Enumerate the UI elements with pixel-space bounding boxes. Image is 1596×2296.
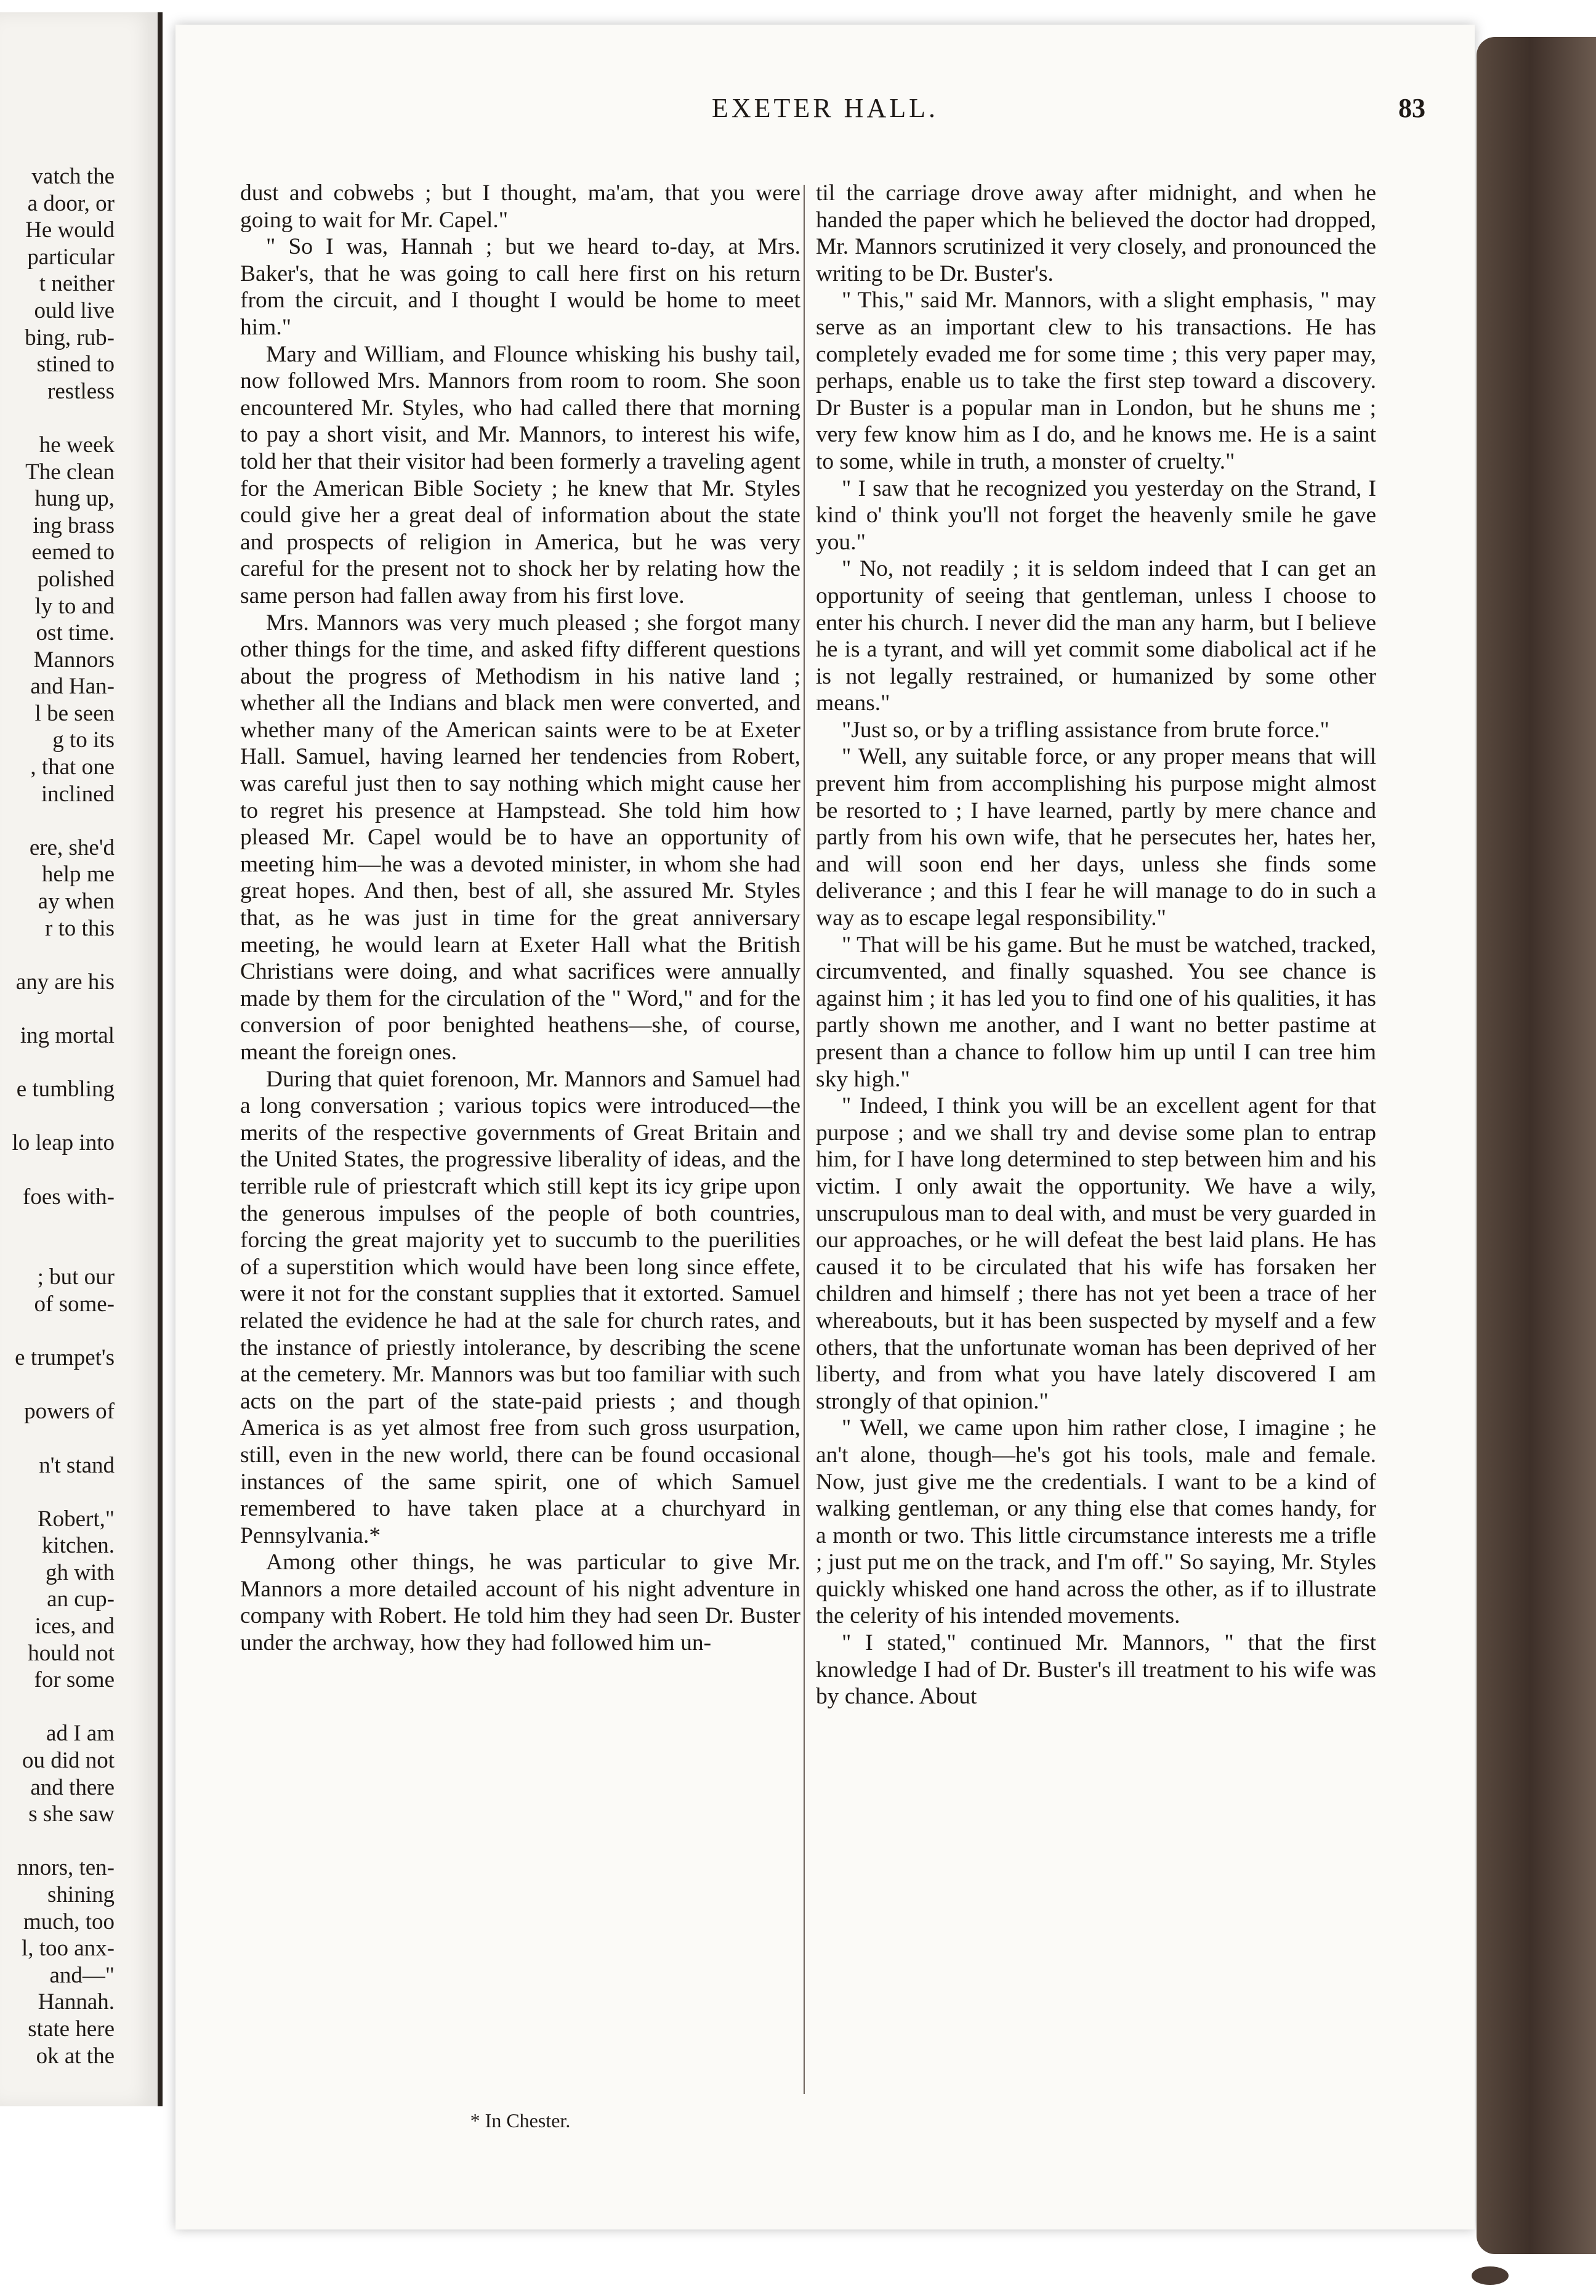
- facing-page-line: ok at the: [36, 2043, 115, 2069]
- facing-page-line: nnors, ten-: [17, 1855, 115, 1881]
- paragraph: " That will be his game. But he must be watched, tracked, circumvented, and finally squashed. You see chance is against him ; it has led you to find one of his qualities, it has partly shown me another, and I want no better pastime at present than a chance to follow him up until I can tree him sky high.": [816, 932, 1376, 1092]
- facing-page-line: Robert,": [37, 1506, 115, 1532]
- facing-page-line: l be seen: [34, 700, 115, 726]
- facing-page-line: much, too: [23, 1909, 115, 1934]
- running-head: EXETER HALL.: [712, 93, 938, 123]
- facing-page-line: lo leap into: [12, 1130, 115, 1156]
- facing-page-line: he week: [39, 432, 115, 458]
- facing-page-line: ere, she'd: [29, 835, 115, 860]
- facing-page-line: ; but our: [37, 1264, 115, 1290]
- book-binding: [1477, 37, 1596, 2254]
- facing-page-line: Hannah.: [38, 1989, 115, 2015]
- facing-page-line: [0, 1479, 115, 1506]
- paragraph: dust and cobwebs ; but I thought, ma'am, that you were going to wait for Mr. Capel.": [240, 180, 800, 233]
- paragraph: til the carriage drove away after midnight, and when he handed the paper which he believed the doctor had dropped, Mr. Mannors scrutinized it very closely, and pronounced the writing to be Dr. Buster's.: [816, 180, 1376, 286]
- facing-page-fragment: [0, 12, 163, 2106]
- paragraph: "Just so, or by a trifling assistance from brute force.": [842, 717, 1329, 743]
- facing-page-line: and Han-: [30, 674, 115, 700]
- facing-page-line: kitchen.: [41, 1533, 115, 1559]
- facing-page-line: The clean: [25, 459, 115, 485]
- facing-page-line: gh with: [45, 1559, 115, 1585]
- facing-page-line: polished: [37, 566, 115, 592]
- facing-page-line: n't stand: [39, 1452, 115, 1478]
- facing-page-line: r to this: [44, 915, 115, 941]
- facing-page-line: g to its: [52, 727, 115, 753]
- facing-page-line: particular: [27, 244, 115, 270]
- facing-page-line: state here: [28, 2016, 115, 2042]
- library-stamp-mark: [1472, 2266, 1509, 2285]
- facing-page-line: eemed to: [31, 540, 115, 565]
- facing-page-line: ay when: [38, 889, 115, 915]
- facing-page-line: inclined: [41, 781, 115, 807]
- facing-page-line: [0, 1318, 115, 1345]
- paragraph: During that quiet forenoon, Mr. Mannors and Samuel had a long conversation ; various topics were introduced—the merits of the respective governments of Great Britain and the United States, the progressive liberality of ideas, and the terrible rule of priestcraft which still kept its icy gripe upon the generous impulses of the people of both countries, forcing the great majority yet to succumb to the puerilities of a superstition which would have been long since effete, were it not for the constant supplies that it extorted. Samuel related the evidence he had at the sale for church rates, and the instance of priestly intolerance, by describing the scene at the cemetery. Mr. Mannors was but too familiar with such acts on the part of the state-paid priests ; and though America is as yet almost free from such gross usurpation, still, even in the new world, there can be found occasional instances of the same spirit, one of which Samuel remembered to have taken place at a churchyard in Pennsylvania.*: [240, 1066, 800, 1548]
- facing-page-line: ing brass: [33, 512, 115, 538]
- facing-page-line: [0, 1372, 115, 1399]
- facing-page-line: Mannors: [33, 647, 115, 673]
- facing-page-line: restless: [47, 378, 115, 404]
- facing-page-line: He would: [25, 217, 115, 243]
- paragraph: " Well, any suitable force, or any proper means that will prevent him from accomplishing his purpose might almost be resorted to ; I have learned, partly by mere chance and partly from his own wife, that he persecutes her, hates her, and will soon end her days, unless she finds some deliverance ; and this I fear he will manage to do in such a way as to escape legal responsibility.": [816, 744, 1376, 931]
- paragraph: " I saw that he recognized you yesterday on the Strand, I kind o' think you'll not forget the heavenly smile he gave you.": [816, 475, 1376, 555]
- facing-page-line: for some: [34, 1667, 115, 1693]
- paragraph: " This," said Mr. Mannors, with a slight emphasis, " may serve as an important clew to his transactions. He has completely evaded me for some time ; this very paper may, perhaps, enable us to take the first step toward a discovery. Dr Buster is a popular man in London, but he shuns me ; very few know him as I do, and he knows me. He is a saint to some, while in truth, a monster of cruelty.": [816, 288, 1376, 474]
- paragraph: " I stated," continued Mr. Mannors, " that the first knowledge I had of Dr. Buster's ill treatment to his wife was by chance. About: [816, 1630, 1376, 1710]
- facing-page-line: [0, 1425, 115, 1452]
- page-header: [175, 92, 1475, 129]
- facing-page-line: and there: [30, 1774, 115, 1800]
- paragraph: Mary and William, and Flounce whisking his bushy tail, now followed Mrs. Mannors from room to room. She soon encountered Mr. Styles, who had called there that morning to pay a short visit, and Mr. Mannors, to interest his wife, told her that their visitor had been formerly a traveling agent for the American Bible Society ; he knew that Mr. Styles could give her a great deal of information about the state and prospects of religion in America, but he was very careful for the present not to shock her by relating how the same person had fallen away from his first love.: [240, 341, 800, 608]
- facing-page-line: of some-: [34, 1291, 115, 1317]
- facing-page-line: [0, 942, 115, 969]
- paragraph: Among other things, he was particular to give Mr. Mannors a more detailed account of his night adventure in company with Robert. He told him they had seen Dr. Buster under the archway, how they had followed him un-: [240, 1550, 800, 1656]
- facing-page-line: [0, 405, 115, 432]
- facing-page-text: [0, 163, 115, 2069]
- paragraph: Mrs. Mannors was very much pleased ; she forgot many other things for the time, and asked fifty different questions about the progress of Methodism in his native land ; whether all the Indians and black men were converted, and whether many of the American saints were to be at Exeter Hall. Samuel, having learned her tendencies from Robert, was careful just then to say nothing which might cause her to regret his presence at Hampstead. She told him how pleased Mr. Capel would be to have an opportunity of meeting him—he was a devoted minister, in whom she had great hopes. And then, best of all, she assured Mr. Styles that, as he was just in time for the great anniversary meeting, he would learn at Exeter Hall what the British Christians were doing, and what sacrifices were annually made by them for the circulation of the " Word," and for the conversion of poor benighted heathens—she, of course, meant the foreign ones.: [240, 610, 800, 1065]
- facing-page-line: [0, 995, 115, 1022]
- book-page: [175, 25, 1475, 2229]
- column-rule: [804, 185, 805, 2094]
- facing-page-line: s she saw: [28, 1801, 115, 1827]
- facing-page-line: ing mortal: [20, 1023, 115, 1048]
- facing-page-line: [0, 1210, 115, 1237]
- facing-page-line: e tumbling: [16, 1077, 115, 1102]
- facing-page-line: [0, 1049, 115, 1077]
- footnote: * In Chester.: [470, 2109, 571, 2132]
- facing-page-line: a door, or: [27, 190, 115, 216]
- facing-page-line: ould live: [34, 297, 115, 323]
- facing-page-line: [0, 1694, 115, 1721]
- facing-page-line: t neither: [39, 271, 115, 297]
- paragraph: " Well, we came upon him rather close, I imagine ; he an't alone, though—he's got his tools, male and female. Now, just give me the credentials. I want to be a kind of walking gentleman, or any thing else that comes handy, for a month or two. This little circumstance interests me a trifle ; just put me on the track, and I'm off." So saying, Mr. Styles quickly whisked one hand across the other, as if to illustrate the celerity of his intended movements.: [816, 1415, 1376, 1629]
- facing-page-line: l, too anx-: [21, 1936, 115, 1962]
- facing-page-line: bing, rub-: [25, 325, 115, 350]
- facing-page-line: any are his: [15, 969, 115, 995]
- facing-page-line: foes with-: [23, 1184, 115, 1210]
- facing-page-line: ost time.: [36, 620, 115, 646]
- facing-page-line: hung up,: [34, 486, 115, 512]
- facing-page-line: e trumpet's: [15, 1345, 115, 1371]
- facing-page-line: help me: [41, 862, 115, 887]
- facing-page-line: ou did not: [22, 1748, 115, 1774]
- facing-page-line: stined to: [36, 352, 115, 378]
- paragraph: " Indeed, I think you will be an excellent agent for that purpose ; and we shall try and devise some plan to entrap him, for I have long determined to step between him and his victim. I only await the opportunity. We have a wily, unscrupulous man to deal with, and must be very guarded in our approaches, or he will defeat the best laid plans. He has caused it to be circulated that his wife has forsaken her children and himself ; there has not yet been a trace of her whereabouts, but it has been suspected by myself and a few others, that the unfortunate woman has been deprived of her liberty, and from what you have lately discovered I am strongly of that opinion.": [816, 1093, 1376, 1414]
- facing-page-line: and—": [49, 1962, 115, 1988]
- facing-page-line: , that one: [30, 754, 115, 780]
- left-column: [240, 180, 800, 1657]
- facing-page-line: [0, 1237, 115, 1264]
- right-column: [816, 180, 1376, 1710]
- facing-page-line: [0, 1157, 115, 1184]
- facing-page-line: shining: [47, 1882, 115, 1907]
- facing-page-line: ly to and: [34, 593, 115, 619]
- facing-page-line: powers of: [24, 1399, 115, 1425]
- paragraph: " So I was, Hannah ; but we heard to-day, at Mrs. Baker's, that he was going to call here first on his return from the circuit, and I thought I would be home to meet him.": [240, 234, 800, 340]
- facing-page-line: [0, 807, 115, 835]
- page-number: 83: [1398, 93, 1425, 123]
- paragraph: " No, not readily ; it is seldom indeed that I can get an opportunity of seeing that gentleman, unless I choose to enter his church. I never did the man any harm, but I believe he is a tyrant, and will yet commit some diabolical act if he is not legally restrained, or humanized by some other means.": [816, 556, 1376, 716]
- facing-page-line: an cup-: [47, 1587, 115, 1612]
- facing-page-line: vatch the: [31, 164, 115, 189]
- facing-page-line: [0, 1828, 115, 1855]
- facing-page-line: ices, and: [34, 1614, 115, 1639]
- facing-page-line: ad I am: [46, 1721, 115, 1747]
- facing-page-line: hould not: [28, 1640, 115, 1666]
- facing-page-line: [0, 1103, 115, 1130]
